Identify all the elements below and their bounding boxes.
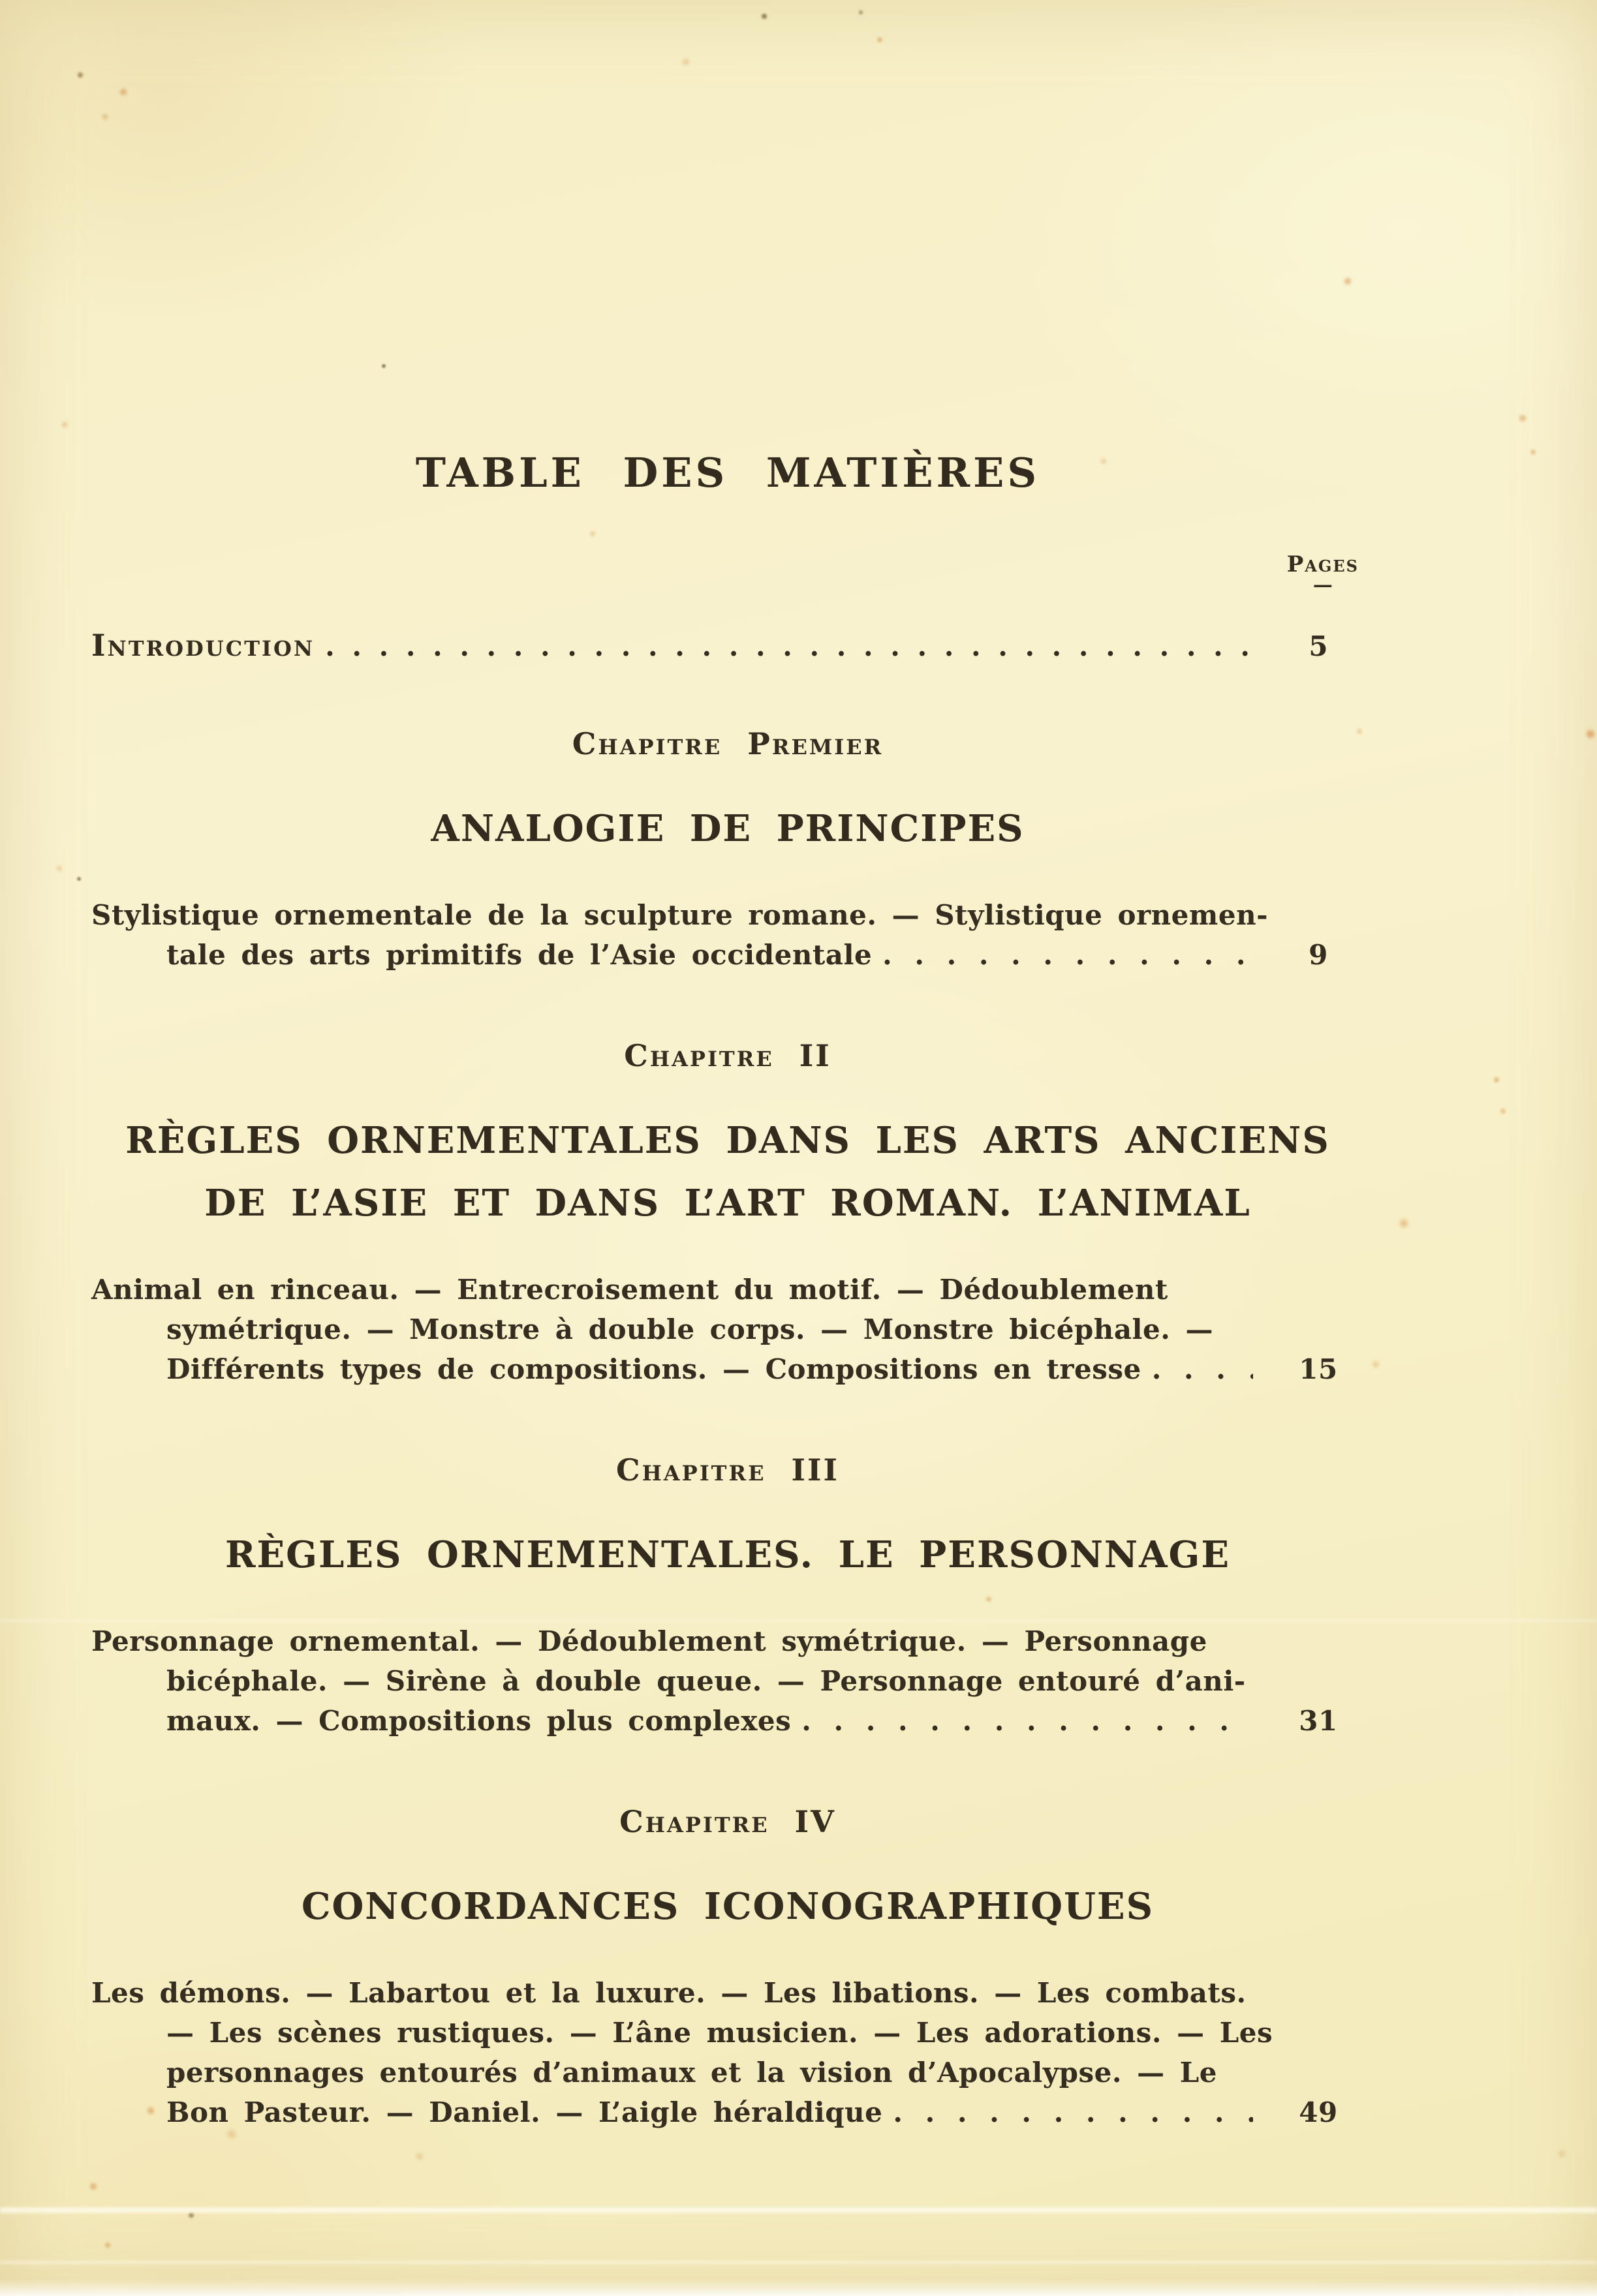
chapter-heading-line: CONCORDANCES ICONOGRAPHIQUES <box>301 1885 1155 1928</box>
toc-chapter-2 <box>91 1037 1364 1389</box>
chapter-heading <box>91 1523 1364 1586</box>
chapter-heading <box>91 1875 1364 1938</box>
chapter-heading-line: RÈGLES ORNEMENTALES. LE PERSONNAGE <box>225 1533 1231 1576</box>
page-number: 5 <box>1309 630 1328 662</box>
dotted-leader <box>893 2092 1253 2132</box>
foxing-stains <box>0 0 4 4</box>
page-title: TABLE DES MATIÈRES <box>415 449 1040 497</box>
chapter-heading-line: DE L’ASIE ET DANS L’ART ROMAN. L’ANIMAL <box>204 1182 1251 1225</box>
chapter-summary <box>91 895 1364 975</box>
summary-line: symétrique. — Monstre à double corps. — Monstre bicéphale. — <box>166 1313 1213 1345</box>
introduction-label: Introduction <box>91 628 315 663</box>
chapter-heading <box>91 1109 1364 1234</box>
chapter-heading-line: ANALOGIE DE PRINCIPES <box>431 807 1025 850</box>
toc-entry-introduction <box>91 628 1364 663</box>
chapter-summary <box>91 1973 1364 2132</box>
summary-last-line: maux. — Compositions plus complexes . . . 31 <box>91 1701 1364 1741</box>
page-number: 31 <box>1299 1705 1338 1737</box>
toc-chapter-3 <box>91 1452 1364 1741</box>
chapter-number: Chapitre III <box>615 1452 840 1488</box>
chapter-summary <box>91 1270 1364 1389</box>
summary-line: Animal en rinceau. — Entrecroisement du motif. — Dédoublement <box>91 1274 1168 1306</box>
chapter-heading <box>91 797 1364 860</box>
scan-artifact-line <box>0 2207 1597 2213</box>
chapter-heading-line: RÈGLES ORNEMENTALES DANS LES ARTS ANCIENS <box>125 1119 1330 1162</box>
chapter-number: Chapitre IV <box>619 1804 836 1839</box>
summary-line: Stylistique ornementale de la sculpture romane. — Stylistique ornemen- <box>91 899 1269 931</box>
summary-line: Les démons. — Labartou et la luxure. — Les libations. — Les combats. <box>91 1977 1247 2009</box>
dotted-leader <box>882 935 1253 975</box>
page-number: 9 <box>1309 939 1328 971</box>
page-number: 15 <box>1299 1353 1338 1385</box>
chapter-number: Chapitre II <box>624 1038 831 1073</box>
chapter-number: Chapitre Premier <box>572 726 884 761</box>
summary-line: personnages entourés d’animaux et la vision d’Apocalypse. — Le <box>166 2057 1218 2089</box>
scan-artifact-line <box>0 2261 1597 2264</box>
scan-bottom-edge <box>0 2279 1597 2296</box>
pages-underline-dash: — <box>1312 574 1333 596</box>
summary-line: bicéphale. — Sirène à double queue. — Personnage entouré d’ani- <box>166 1665 1246 1697</box>
summary-last-line: Différents types de compositions. — Compositions en tresse . . . 15 <box>91 1349 1364 1389</box>
page-number: 49 <box>1299 2096 1338 2128</box>
pages-label: Pages <box>1286 551 1359 577</box>
toc-content <box>91 450 1364 2132</box>
dotted-leader <box>325 628 1253 663</box>
dotted-leader <box>1152 1349 1253 1389</box>
dotted-leader <box>801 1701 1253 1741</box>
summary-last-line: Bon Pasteur. — Daniel. — L’aigle héraldique . . . 49 <box>91 2092 1364 2132</box>
summary-last-line: tale des arts primitifs de l’Asie occidentale . . . 9 <box>91 935 1364 975</box>
toc-chapter-4 <box>91 1803 1364 2132</box>
summary-line: — Les scènes rustiques. — L’âne musicien. — Les adorations. — Les <box>166 2017 1273 2049</box>
summary-line: Personnage ornemental. — Dédoublement symétrique. — Personnage <box>91 1625 1207 1657</box>
pages-column-header <box>1287 552 1359 594</box>
chapter-summary <box>91 1621 1364 1741</box>
toc-chapter-1 <box>91 726 1364 975</box>
